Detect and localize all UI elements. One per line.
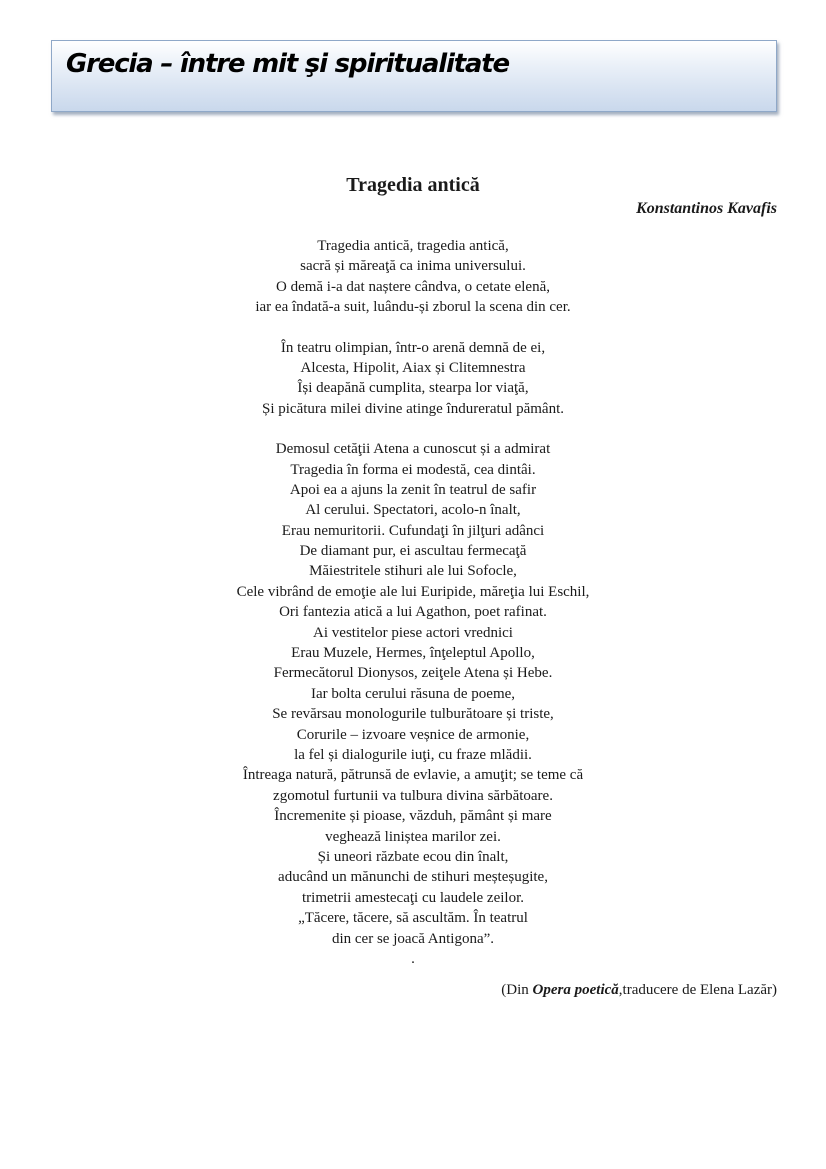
header-banner xyxy=(51,40,777,112)
poem-line: veghează liniștea marilor zei. xyxy=(325,828,501,845)
poem-line: În teatru olimpian, într-o arenă demnă de ei, xyxy=(280,339,546,356)
poem-line: trimetrii amestecaţi cu laudele zeilor. xyxy=(302,889,524,906)
poem-line: Al cerului. Spectatori, acolo-n înalt, xyxy=(305,502,521,519)
poem-line: Tragedia în forma ei modestă, cea dintâi. xyxy=(290,461,536,478)
source-suffix: ,traducere de Elena Lazăr) xyxy=(618,982,777,998)
poem-line: Tragedia antică, tragedia antică, xyxy=(317,238,509,254)
poem-line: din cer se joacă Antigona”. xyxy=(331,930,495,947)
poem-body xyxy=(0,236,826,989)
poem-title: Tragedia antică xyxy=(346,174,480,196)
poem-line: la fel și dialogurile iuţi, cu fraze mlădii. xyxy=(294,746,532,763)
page-title: Grecia – între mit şi spiritualitate xyxy=(66,49,509,79)
poem-line: iar ea îndată-a suit, luându-și zborul la scena din cer. xyxy=(255,299,571,316)
poem-line: Fermecătorul Dionysos, zeiţele Atena și Hebe. xyxy=(273,665,553,682)
poem-stanza xyxy=(0,338,826,420)
poem-line: Ori fantezia atică a lui Agathon, poet rafinat. xyxy=(279,604,547,621)
poem-line: Ai vestitelor piese actori vrednici xyxy=(313,624,513,641)
poem-line: Erau nemuritorii. Cufundaţi în jilţuri adânci xyxy=(281,522,545,539)
poem-line: Încremenite și pioase, văzduh, pământ și mare xyxy=(274,808,552,825)
poem-line: Demosul cetăţii Atena a cunoscut și a admirat xyxy=(275,441,551,458)
source-prefix: (Din xyxy=(501,982,533,998)
source-citation xyxy=(501,982,777,999)
poem-line: Apoi ea a ajuns la zenit în teatrul de safir xyxy=(289,481,537,498)
poem-stanza xyxy=(0,236,826,318)
poem-line: Iar bolta cerului răsuna de poeme, xyxy=(310,685,516,702)
poem-author: Konstantinos Kavafis xyxy=(636,200,777,217)
poem-line: . xyxy=(411,950,415,967)
poem-line: „Tăcere, tăcere, să ascultăm. În teatrul xyxy=(298,910,528,927)
source-work-title: Opera poetică xyxy=(532,982,619,998)
poem-line: O demă i-a dat naștere cândva, o cetate elenă, xyxy=(275,278,550,295)
poem-line: Și picătura milei divine atinge îndureratul pământ. xyxy=(262,400,564,417)
poem-line: Măiestritele stihuri ale lui Sofocle, xyxy=(309,563,517,580)
poem-line: Își deapănă cumplita, stearpa lor viaţă, xyxy=(297,380,529,397)
poem-line: Se revărsau monologurile tulburătoare și triste, xyxy=(272,706,554,723)
poem-line: sacră și măreaţă ca inima universului. xyxy=(300,258,526,275)
poem-line: Întreaga natură, pătrunsă de evlavie, a amuţit; se teme că xyxy=(242,767,584,784)
poem-line: aducând un mănunchi de stihuri meșteșugite, xyxy=(278,869,548,886)
poem-line: zgomotul furtunii va tulbura divina sărbătoare. xyxy=(273,787,553,804)
poem-line: Alcesta, Hipolit, Aiax și Clitemnestra xyxy=(300,359,526,376)
poem-line: De diamant pur, ei ascultau fermecaţă xyxy=(299,543,527,560)
poem-line: Și uneori răzbate ecou din înalt, xyxy=(317,848,509,865)
poem-line: Corurile – izvoare veșnice de armonie, xyxy=(296,726,530,743)
poem-stanza xyxy=(0,439,826,969)
poem-line: Cele vibrând de emoţie ale lui Euripide, măreţia lui Eschil, xyxy=(236,583,590,600)
poem-line: Erau Muzele, Hermes, înţeleptul Apollo, xyxy=(291,645,535,662)
